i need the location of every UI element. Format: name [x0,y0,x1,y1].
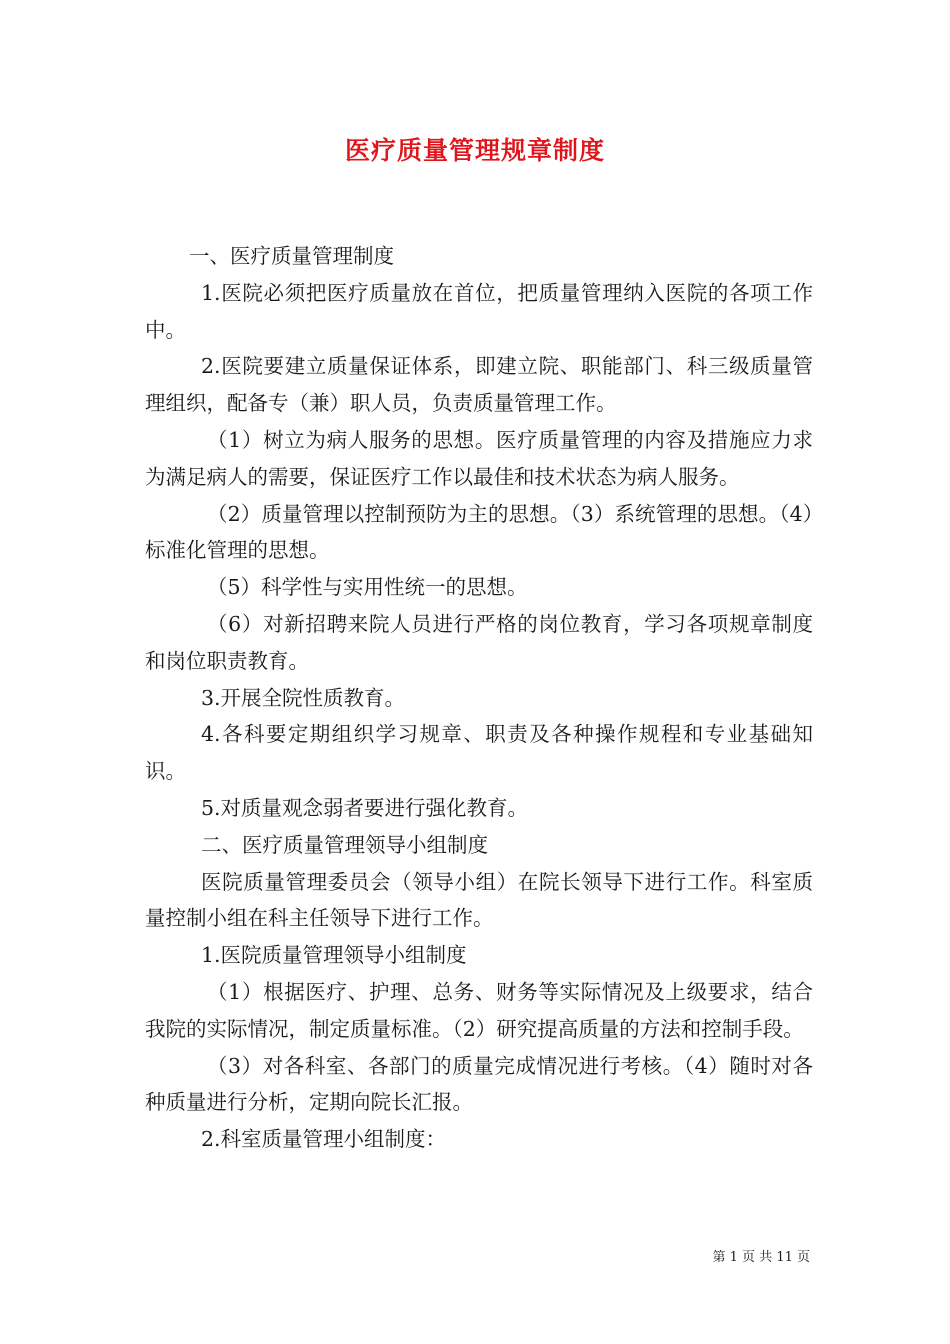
paragraph: 1.医院必须把医疗质量放在首位，把质量管理纳入医院的各项工作中。 [145,280,813,342]
section-heading-2: 二、医疗质量管理领导小组制度 [201,832,488,857]
document-title: 医疗质量管理规章制度 [344,136,605,165]
paragraph: （1）树立为病人服务的思想。医疗质量管理的内容及措施应力求为满足病人的需要，保证医疗工作以最佳和技术状态为病人服务。 [145,427,813,489]
document-body [145,238,813,1158]
paragraph: 5.对质量观念弱者要进行强化教育。 [201,795,529,820]
paragraph: 医院质量管理委员会（领导小组）在院长领导下进行工作。科室质量控制小组在科主任领导下进行工作。 [145,869,813,931]
paragraph: （5）科学性与实用性统一的思想。 [207,575,528,600]
page-number: 第 1 页 共 11 页 [712,1250,810,1265]
paragraph: （2）质量管理以控制预防为主的思想。（3）系统管理的思想。（4）标准化管理的思想。 [145,501,813,563]
paragraph: （1）根据医疗、护理、总务、财务等实际情况及上级要求，结合我院的实际情况，制定质量标准。（2）研究提高质量的方法和控制手段。 [145,979,813,1041]
paragraph: 1.医院质量管理领导小组制度 [201,943,467,968]
paragraph: 2.医院要建立质量保证体系，即建立院、职能部门、科三级质量管理组织，配备专（兼）职人员，负责质量管理工作。 [145,354,813,416]
section-heading-1: 一、医疗质量管理制度 [189,244,394,268]
paragraph: （6）对新招聘来院人员进行严格的岗位教育，学习各项规章制度和岗位职责教育。 [145,611,813,673]
paragraph: （3）对各科室、各部门的质量完成情况进行考核。（4）随时对各种质量进行分析，定期向院长汇报。 [145,1053,813,1115]
paragraph: 4.各科要定期组织学习规章、职责及各种操作规程和专业基础知识。 [145,722,813,784]
paragraph: 3.开展全院性质教育。 [201,685,406,710]
paragraph: 2.科室质量管理小组制度： [201,1127,447,1152]
